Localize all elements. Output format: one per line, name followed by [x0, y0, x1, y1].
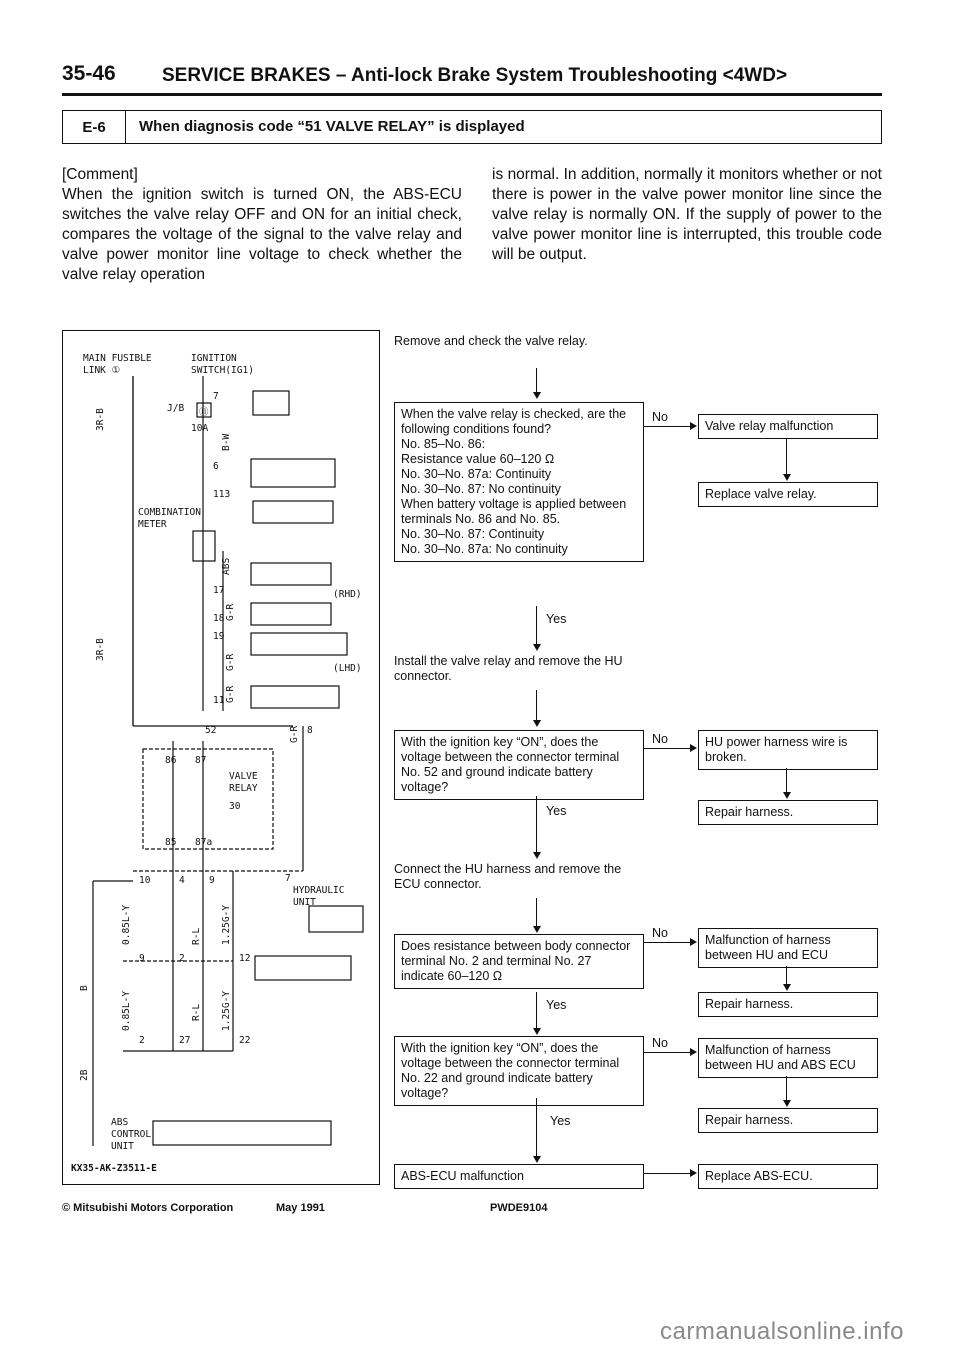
footer-copyright: © Mitsubishi Motors Corporation	[62, 1202, 234, 1214]
yes-label: Yes	[546, 998, 567, 1012]
pin-113: 113	[213, 489, 231, 500]
arrow-icon	[783, 984, 791, 991]
comment-heading: [Comment]	[62, 166, 138, 183]
connector-line	[786, 966, 787, 986]
diagram-label-meter: METER	[138, 519, 167, 530]
wire-gr-2: G-R	[225, 653, 236, 671]
diagram-label-control: CONTROL	[111, 1129, 152, 1140]
pin-2b: 2	[139, 1035, 145, 1046]
flow-start-3: Connect the HU harness and remove the ECU connector.	[394, 862, 622, 891]
arrow-icon	[690, 1048, 697, 1056]
arrow-icon	[533, 852, 541, 859]
flow-result-4: Malfunction of harness between HU and ABS ECU	[698, 1038, 878, 1078]
diagram-label-fuse-amp: 10A	[191, 423, 209, 434]
wire-gr-1: G-R	[225, 603, 236, 621]
pin-9: 9	[209, 875, 215, 886]
connector-line	[536, 606, 537, 646]
pin-6: 6	[213, 461, 219, 472]
wire-b: B	[79, 985, 90, 991]
flow-action-1: Replace valve relay.	[698, 482, 878, 507]
flow-action-2: Repair harness.	[698, 800, 878, 825]
pin-10: 10	[139, 875, 151, 886]
diagram-label-hydraulic: HYDRAULIC	[293, 885, 345, 896]
header-rule	[62, 93, 882, 96]
connector-line	[536, 898, 537, 928]
pin-12: 12	[239, 953, 251, 964]
terminal-85: 85	[165, 837, 177, 848]
connector-line	[536, 992, 537, 1030]
connector-line	[786, 768, 787, 794]
page-title: SERVICE BRAKES – Anti-lock Brake System Troubleshooting <4WD>	[162, 65, 788, 86]
diagram-label-link: LINK ①	[83, 365, 121, 376]
arrow-icon	[690, 938, 697, 946]
yes-label: Yes	[550, 1114, 571, 1128]
yes-label: Yes	[546, 804, 567, 818]
connector-line	[644, 748, 692, 749]
footer-date: May 1991	[276, 1202, 325, 1214]
arrow-icon	[783, 792, 791, 799]
arrow-icon	[533, 392, 541, 399]
flow-start-2: Install the valve relay and remove the HU connector.	[394, 654, 623, 683]
pin-27: 27	[179, 1035, 191, 1046]
wire-085ly-1: 0.85L-Y	[121, 904, 132, 945]
diagram-label-switch: SWITCH(IG1)	[191, 365, 254, 376]
connector-line	[536, 690, 537, 722]
wire-2b: 2B	[79, 1069, 90, 1081]
no-label: No	[652, 926, 668, 940]
arrow-icon	[533, 720, 541, 727]
pin-18: 18	[213, 613, 225, 624]
no-label: No	[652, 732, 668, 746]
terminal-87a: 87a	[195, 837, 213, 848]
wire-125gy-1: 1.25G-Y	[221, 904, 232, 945]
connector-line	[786, 438, 787, 476]
arrow-icon	[690, 422, 697, 430]
wire-gr-3: G-R	[225, 685, 236, 703]
wire-125gy-2: 1.25G-Y	[221, 990, 232, 1031]
wire-abs: ABS	[221, 557, 232, 575]
wire-085ly-2: 0.85L-Y	[121, 990, 132, 1031]
no-label: No	[652, 1036, 668, 1050]
terminal-86: 86	[165, 755, 177, 766]
diagram-label-lhd: (LHD)	[333, 663, 362, 674]
flow-final-action: Replace ABS-ECU.	[698, 1164, 878, 1189]
pin-22: 22	[239, 1035, 251, 1046]
flow-action-4: Repair harness.	[698, 1108, 878, 1133]
footer-code: PWDE9104	[490, 1202, 548, 1214]
arrow-icon	[533, 1028, 541, 1035]
diagram-label-main-fusible: MAIN FUSIBLE	[83, 353, 152, 364]
section-heading	[62, 110, 882, 144]
arrow-icon	[533, 1156, 541, 1163]
arrow-icon	[533, 644, 541, 651]
pin-7b: 7	[285, 873, 291, 884]
flow-check-4: With the ignition key “ON”, does the voltage between the connector terminal No. 22 and ground indicate battery voltage?	[394, 1036, 644, 1106]
wire-3rb-top: 3R-B	[95, 408, 106, 431]
flow-check-3: Does resistance between body connector terminal No. 2 and terminal No. 27 indicate 60–120 Ω	[394, 934, 644, 989]
flow-check-2: With the ignition key “ON”, does the voltage between the connector terminal No. 52 and ground indicate battery voltage?	[394, 730, 644, 800]
connector-line	[644, 942, 692, 943]
connector-line	[644, 426, 692, 427]
watermark: carmanualsonline.info	[660, 1318, 904, 1345]
diagram-label-fuse-no: ⑪	[199, 407, 209, 418]
diagram-label-valve: VALVE	[229, 771, 258, 782]
connector-line	[536, 368, 537, 394]
wiring-diagram-svg	[63, 331, 379, 1184]
diagram-label-unit2: UNIT	[111, 1141, 134, 1152]
wire-3rb-mid: 3R-B	[95, 638, 106, 661]
diagram-label-relay: RELAY	[229, 783, 258, 794]
arrow-icon	[783, 474, 791, 481]
terminal-87: 87	[195, 755, 207, 766]
diagram-code: KX35-AK-Z3511-E	[71, 1163, 157, 1174]
wire-gr-4: G-R	[289, 725, 300, 743]
pin-2: 2	[179, 953, 185, 964]
section-code: E-6	[63, 111, 126, 143]
comment-left-text: When the ignition switch is turned ON, the ABS-ECU switches the valve relay OFF and ON for an initial check, compares the voltage of the signal to the valve relay and valve power monitor line voltage to check whether the valve relay operation	[62, 186, 462, 283]
wire-bw: B-W	[221, 433, 232, 451]
arrow-icon	[690, 1169, 697, 1177]
flow-start-1: Remove and check the valve relay.	[394, 334, 588, 348]
flow-result-1: Valve relay malfunction	[698, 414, 878, 439]
connector-line	[536, 796, 537, 854]
section-title: When diagnosis code “51 VALVE RELAY” is displayed	[139, 118, 525, 135]
pin-7: 7	[213, 391, 219, 402]
connector-line	[644, 1173, 692, 1174]
connector-line	[536, 1098, 537, 1158]
diagram-label-combination: COMBINATION	[138, 507, 201, 518]
wire-rl-1: R-L	[191, 927, 202, 945]
pin-11: 11	[213, 695, 225, 706]
pin-4: 4	[179, 875, 185, 886]
terminal-30: 30	[229, 801, 241, 812]
no-label: No	[652, 410, 668, 424]
arrow-icon	[783, 1100, 791, 1107]
pin-9b: 9	[139, 953, 145, 964]
comment-right: is normal. In addition, normally it monitors whether or not there is power in the valve power monitor line since the valve relay is normally ON. If the supply of power to the valve power monitor line is interrupted, this trouble code will be output.	[492, 166, 882, 263]
diagram-label-ignition: IGNITION	[191, 353, 237, 364]
flow-check-1: When the valve relay is checked, are the following conditions found? No. 85–No. 86: Resistance value 60–120 Ω No. 30–No. 87a: Continuity No. 30–No. 87: No continuity When battery voltage is applied between terminals No. 86 and No. 85. No. 30–No. 87: Continuity No. 30–No. 87a: No continuity	[394, 402, 644, 562]
page-number: 35-46	[62, 62, 116, 85]
arrow-icon	[533, 926, 541, 933]
pin-19: 19	[213, 631, 225, 642]
connector-line	[644, 1052, 692, 1053]
comment-left	[62, 165, 462, 285]
flow-action-3: Repair harness.	[698, 992, 878, 1017]
diagram-label-abs: ABS	[111, 1117, 129, 1128]
diagram-label-jb: J/B	[167, 403, 185, 414]
flow-result-3: Malfunction of harness between HU and ECU	[698, 928, 878, 968]
pin-8: 8	[307, 725, 313, 736]
diagram-label-unit: UNIT	[293, 897, 316, 908]
flow-final: ABS-ECU malfunction	[394, 1164, 644, 1189]
yes-label: Yes	[546, 612, 567, 626]
connector-line	[786, 1076, 787, 1102]
diagram-label-rhd: (RHD)	[333, 589, 362, 600]
pin-52: 52	[205, 725, 217, 736]
wire-rl-2: R-L	[191, 1003, 202, 1021]
arrow-icon	[690, 744, 697, 752]
flow-result-2: HU power harness wire is broken.	[698, 730, 878, 770]
pin-17: 17	[213, 585, 225, 596]
wiring-diagram	[62, 330, 380, 1185]
